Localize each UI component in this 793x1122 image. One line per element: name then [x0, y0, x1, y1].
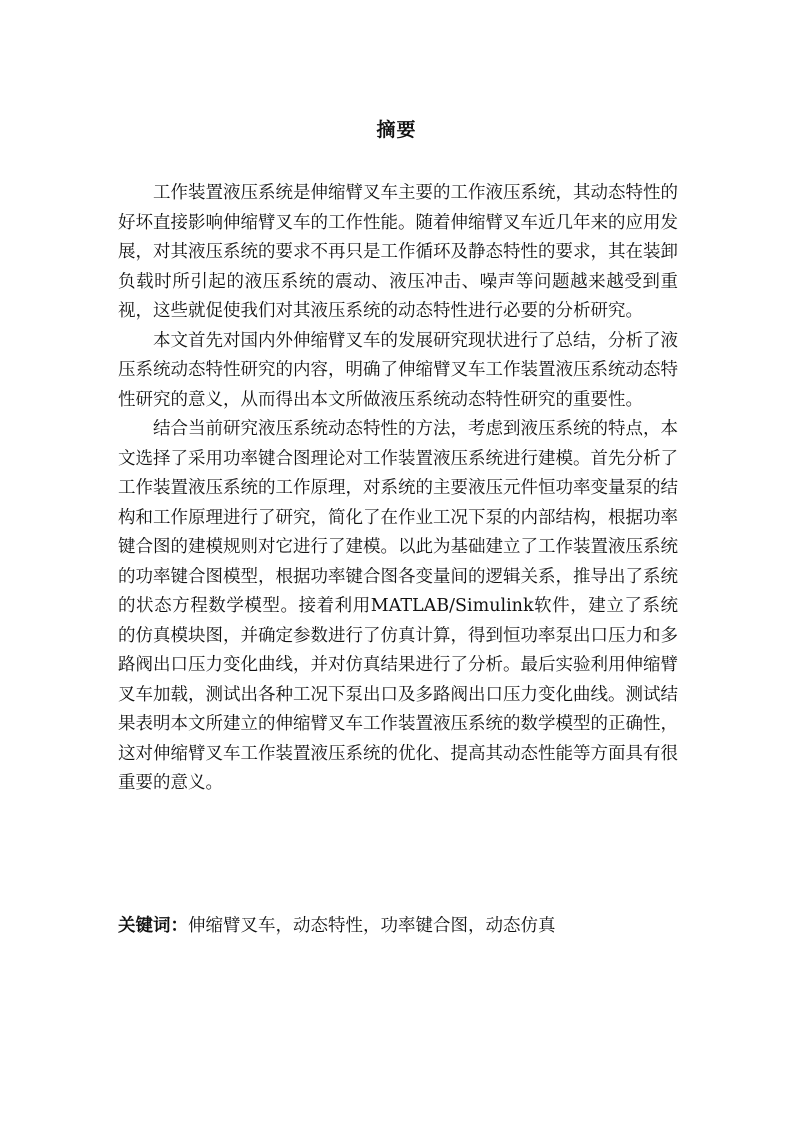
- abstract-paragraph-1: 工作装置液压系统是伸缩臂叉车主要的工作液压系统，其动态特性的好坏直接影响伸缩臂叉车的工作性能。随着伸缩臂叉车近几年来的应用发展，对其液压系统的要求不再只是工作循环及静态特性的要求，其在装卸负载时所引起的液压系统的震动、液压冲击、噪声等问题越来越受到重视，这些就促使我们对其液压系统的动态特性进行必要的分析研究。: [118, 183, 678, 321]
- abstract-body: [118, 179, 678, 799]
- page-title: 摘要: [376, 119, 417, 141]
- keywords-line: [118, 912, 678, 942]
- abstract-paragraph-2: 本文首先对国内外伸缩臂叉车的发展研究现状进行了总结，分析了液压系统动态特性研究的内容，明确了伸缩臂叉车工作装置液压系统动态特性研究的意义，从而得出本文所做液压系统动态特性研究的重要性。: [118, 330, 678, 410]
- abstract-paragraph-3: 结合当前研究液压系统动态特性的方法，考虑到液压系统的特点，本文选择了采用功率键合图理论对工作装置液压系统进行建模。首先分析了工作装置液压系统的工作原理，对系统的主要液压元件恒功率变量泵的结构和工作原理进行了研究，简化了在作业工况下泵的内部结构，根据功率键合图的建模规则对它进行了建模。以此为基础建立了工作装置液压系统的功率键合图模型，根据功率键合图各变量间的逻辑关系，推导出了系统的状态方程数学模型。接着利用MATLAB/Simulink软件，建立了系统的仿真模块图，并确定参数进行了仿真计算，得到恒功率泵出口压力和多路阀出口压力变化曲线，并对仿真结果进行了分析。最后实验利用伸缩臂叉车加载，测试出各种工况下泵出口及多路阀出口压力变化曲线。测试结果表明本文所建立的伸缩臂叉车工作装置液压系统的数学模型的正确性，这对伸缩臂叉车工作装置液压系统的优化、提高其动态性能等方面具有很重要的意义。: [118, 419, 678, 793]
- keywords-label: 关键词：: [118, 916, 188, 936]
- keywords-text: 伸缩臂叉车，动态特性，功率键合图，动态仿真: [188, 916, 556, 936]
